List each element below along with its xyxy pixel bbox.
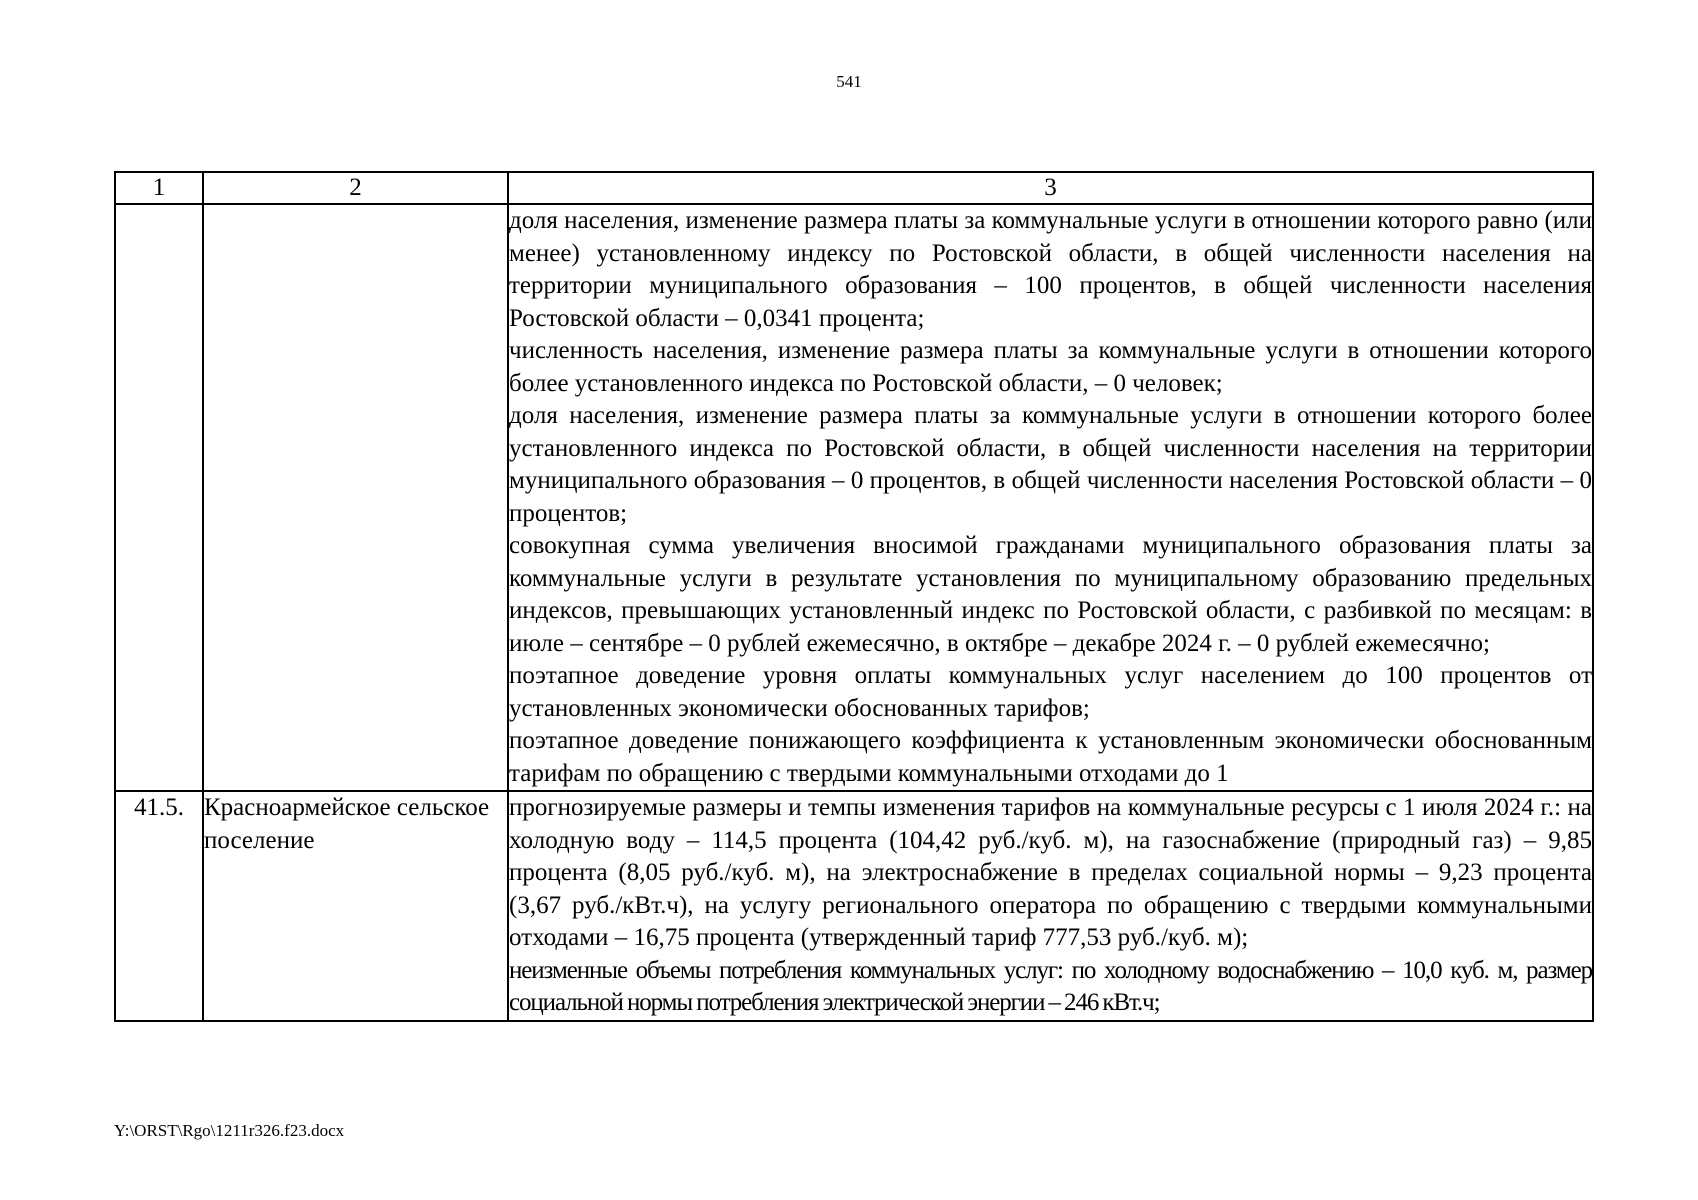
column-header-2: 2 [203,172,508,204]
table-row [115,204,1593,791]
indicator-paragraph: доля населения, изменение размера платы за коммунальные услуги в отношении которого равно (или менее) установленному индексу по Ростовской области, в общей численности населения на территории муниципального образования – 100 процентов, в общей численности населения Ростовской области – 0,0341 процента; [509,207,1592,332]
row-number-cell [115,204,203,791]
municipality-name-cell: Красноармейское сельское поселение [203,791,508,1021]
row-number-cell: 41.5. [115,791,203,1021]
indicator-paragraph: совокупная сумма увеличения вносимой гражданами муниципального образования платы за коммунальные услуги в результате установления по муниципальному образованию предельных индексов, превышающих установленный индекс по Ростовской области, с разбивкой по месяцам: в июле – сентябре – 0 рублей ежемесячно, в октябре – декабре 2024 г. – 0 рублей ежемесячно; [509,532,1592,657]
table-row [115,791,1593,1021]
page-number: 541 [836,72,862,91]
indicator-paragraph: прогнозируемые размеры и темпы изменения тарифов на коммунальные ресурсы с 1 июля 2024 г.: на холодную воду – 114,5 процента (104,42 руб./куб. м), на газоснабжение (природный газ) – 9,85 процента (8,05 руб./куб. м), на электроснабжение в пределах социальной нормы – 9,23 процента (3,67 руб./кВт.ч), на услугу регионального оператора по обращению с твердыми коммунальными отходами – 16,75 процента (утвержденный тариф 777,53 руб./куб. м); [509,794,1592,951]
municipality-name-cell [203,204,508,791]
indicator-paragraph: поэтапное доведение понижающего коэффициента к установленным экономически обоснованным тарифам по обращению с твердыми коммунальными отходами до 1 [509,727,1592,787]
indicator-paragraph: неизменные объемы потребления коммунальных услуг: по холодному водоснабжению – 10,0 куб. м, размер социальной нормы потребления электрической энергии – 246 кВт.ч; [509,956,1592,1016]
column-header-1: 1 [115,172,203,204]
indicators-cell [508,204,1593,791]
indicator-paragraph: доля населения, изменение размера платы за коммунальные услуги в отношении которого более установленного индекса по Ростовской области, в общей численности населения на территории муниципального образования – 0 процентов, в общей численности населения Ростовской области – 0 процентов; [509,402,1592,527]
table-header-row [115,172,1593,204]
indicators-cell [508,791,1593,1021]
data-table [114,171,1594,1022]
column-header-3: 3 [508,172,1593,204]
file-path-footer: Y:\ORST\Rgo\1211r326.f23.docx [114,1121,345,1140]
indicator-paragraph: поэтапное доведение уровня оплаты коммунальных услуг населением до 100 процентов от установленных экономически обоснованных тарифов; [509,662,1592,722]
indicator-paragraph: численность населения, изменение размера платы за коммунальные услуги в отношении которого более установленного индекса по Ростовской области, – 0 человек; [509,337,1592,397]
